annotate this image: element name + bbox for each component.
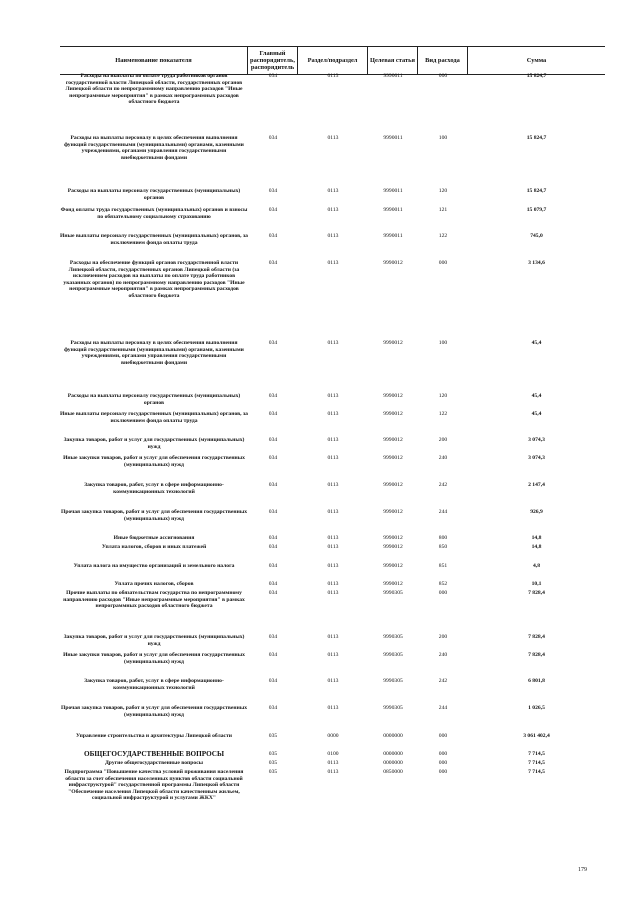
row-section: 0113	[327, 188, 339, 194]
row-name: Закупка товаров, работ, услуг в сфере информационно-коммуникационных технологий	[84, 482, 224, 495]
row-section: 0113	[327, 760, 339, 766]
row-name: Уплата налогов, сборов и иных платежей	[101, 544, 207, 550]
row-target: 9990012	[383, 455, 403, 461]
row-name: Расходы на выплаты персоналу в целях обеспечения выполнения функций государственными (муниципальными) органами, казенными учреждениями, органами управления государственными внебюджетными фондами	[64, 135, 244, 161]
row-target: 9990012	[383, 411, 403, 417]
row-section: 0113	[327, 260, 339, 266]
row-admin: 035	[268, 733, 278, 739]
row-name: Уплата налога на имущество организаций и земельного налога	[73, 563, 235, 569]
row-expense: 244	[438, 705, 448, 711]
row-admin: 034	[268, 634, 278, 640]
row-expense: 800	[438, 535, 448, 541]
row-section: 0000	[327, 733, 339, 739]
row-sum: 7 828,4	[528, 652, 545, 658]
row-admin: 035	[268, 751, 278, 757]
row-section: 0113	[327, 678, 339, 684]
row-sum: 7 828,4	[528, 590, 545, 596]
row-target: 9990012	[383, 509, 403, 515]
row-name: Иные закупки товаров, работ и услуг для обеспечения государственных (муниципальных) нужд	[63, 455, 245, 468]
row-admin: 034	[268, 535, 278, 541]
row-target: 9990305	[383, 678, 403, 684]
row-target: 9990011	[383, 207, 403, 213]
row-admin: 034	[268, 678, 278, 684]
row-section: 0113	[327, 590, 339, 596]
row-sum: 3 074,3	[528, 437, 545, 443]
row-section: 0113	[327, 705, 339, 711]
row-section: 0113	[327, 411, 339, 417]
budget-table	[60, 46, 605, 866]
row-sum: 3 074,3	[528, 455, 545, 461]
row-admin: 034	[268, 411, 278, 417]
row-admin: 034	[268, 482, 278, 488]
header-admin: Главный распорядитель, распорядитель	[248, 47, 298, 74]
row-sum: 45,4	[531, 340, 542, 346]
row-section: 0113	[327, 535, 339, 541]
page-number: 179	[578, 867, 587, 873]
row-section: 0113	[327, 652, 339, 658]
row-name: Прочая закупка товаров, работ и услуг для обеспечения государственных (муниципальных) нужд	[60, 705, 248, 718]
row-expense: 244	[438, 509, 448, 515]
row-admin: 034	[268, 260, 278, 266]
row-name: Иные закупки товаров, работ и услуг для обеспечения государственных (муниципальных) нужд	[63, 652, 245, 665]
row-section: 0113	[327, 207, 339, 213]
row-name: Расходы на выплаты персоналу в целях обеспечения выполнения функций государственными (муниципальными) органами, казенными учреждениями, органами управления государственными внебюджетными фондами	[64, 340, 244, 366]
header-section: Раздел/подраздел	[298, 47, 368, 74]
row-sum: 14,8	[531, 535, 542, 541]
row-section: 0113	[327, 73, 339, 79]
row-section: 0113	[327, 769, 339, 775]
row-target: 9990012	[383, 437, 403, 443]
row-target: 9990012	[383, 544, 403, 550]
row-sum: 1 026,5	[528, 705, 545, 711]
row-sum: 14,8	[531, 544, 542, 550]
row-admin: 034	[268, 652, 278, 658]
row-sum: 6 801,8	[528, 678, 545, 684]
row-admin: 034	[268, 233, 278, 239]
row-admin: 034	[268, 455, 278, 461]
row-expense: 000	[438, 73, 448, 79]
row-section: 0100	[327, 751, 339, 757]
row-expense: 121	[438, 207, 448, 213]
row-section: 0113	[327, 340, 339, 346]
row-expense: 120	[438, 188, 448, 194]
row-admin: 034	[268, 393, 278, 399]
row-admin: 034	[268, 509, 278, 515]
row-expense: 100	[438, 135, 448, 141]
row-sum: 7 714,5	[528, 751, 545, 757]
row-sum: 7 828,4	[528, 634, 545, 640]
row-expense: 120	[438, 393, 448, 399]
row-sum: 745,0	[530, 233, 543, 239]
row-admin: 034	[268, 544, 278, 550]
row-name: Закупка товаров, работ и услуг для государственных (муниципальных) нужд	[63, 634, 245, 647]
row-admin: 034	[268, 340, 278, 346]
header-sum: Сумма	[526, 57, 547, 64]
row-expense: 000	[438, 733, 448, 739]
row-expense: 242	[438, 482, 448, 488]
row-sum: 15 824,7	[526, 135, 547, 141]
row-sum: 3 134,6	[528, 260, 545, 266]
row-name: Расходы на выплаты персоналу государственных (муниципальных) органов	[67, 188, 241, 201]
row-admin: 034	[268, 188, 278, 194]
header-target: Целевая статья	[368, 47, 418, 74]
row-name: Прочая закупка товаров, работ и услуг для обеспечения государственных (муниципальных) нужд	[60, 509, 248, 522]
row-target: 9990012	[383, 581, 403, 587]
row-expense: 122	[438, 233, 448, 239]
row-target: 9990305	[383, 652, 403, 658]
row-sum: 15 824,7	[526, 188, 547, 194]
row-sum: 45,4	[531, 393, 542, 399]
row-sum: 45,4	[531, 411, 542, 417]
row-section: 0113	[327, 544, 339, 550]
row-expense: 242	[438, 678, 448, 684]
row-target: 9990011	[383, 135, 403, 141]
row-target: 9990305	[383, 634, 403, 640]
row-sum: 926,9	[530, 509, 543, 515]
row-section: 0113	[327, 393, 339, 399]
row-admin: 034	[268, 581, 278, 587]
row-name: Закупка товаров, работ и услуг для государственных (муниципальных) нужд	[63, 437, 245, 450]
row-sum: 4,8	[533, 563, 540, 569]
row-expense: 000	[438, 260, 448, 266]
row-target: 0000000	[383, 751, 403, 757]
row-name: Расходы на выплаты персоналу государственных (муниципальных) органов	[67, 393, 241, 406]
row-name: Расходы на обеспечение функций органов государственной власти Липецкой области, государственных органов Липецкой области (за исключением расходов на выплаты по оплате труда работников указанных органов) по непрограммному направлению расходов "Иные непрограммные мероприятия" в рамках непрограммных расходов областного бюджета	[63, 260, 245, 299]
row-admin: 034	[268, 590, 278, 596]
row-section: 0113	[327, 509, 339, 515]
row-name: Расходы на выплаты по оплате труда работников органов государственной власти Липецкой области, государственных органов Липецкой области по непрограммному направлению расходов "Иные непрограммные мероприятия" в рамках непрограммных расходов областного бюджета	[65, 73, 243, 106]
row-name: Закупка товаров, работ, услуг в сфере информационно-коммуникационных технологий	[84, 678, 224, 691]
row-sum: 10,1	[531, 581, 542, 587]
row-expense: 240	[438, 455, 448, 461]
row-target: 9990012	[383, 535, 403, 541]
row-section: 0113	[327, 233, 339, 239]
row-name: ОБЩЕГОСУДАРСТВЕННЫЕ ВОПРОСЫ	[83, 750, 224, 758]
header-name: Наименование показателя	[60, 47, 248, 74]
row-name: Иные бюджетные ассигнования	[113, 535, 195, 541]
row-expense: 850	[438, 544, 448, 550]
row-admin: 035	[268, 769, 278, 775]
row-name: Управление строительства и архитектуры Липецкой области	[76, 733, 232, 739]
row-target: 0000000	[383, 760, 403, 766]
row-section: 0113	[327, 581, 339, 587]
row-admin: 034	[268, 705, 278, 711]
row-target: 9990011	[383, 233, 403, 239]
row-target: 0850000	[383, 769, 403, 775]
row-admin: 034	[268, 73, 278, 79]
row-name: Подпрограмма "Повышение качества условий проживания населения области за счет обеспечения населенных пунктов области социальной инфраструктурой" государственной программы Липецкой области "Обеспечение населения Липецкой области качественным жильем, социальной инфраструктурой и услугами ЖКХ"	[64, 769, 244, 802]
row-target: 9990012	[383, 260, 403, 266]
row-section: 0113	[327, 563, 339, 569]
row-admin: 034	[268, 563, 278, 569]
row-expense: 852	[438, 581, 448, 587]
row-admin: 034	[268, 437, 278, 443]
row-expense: 240	[438, 652, 448, 658]
row-target: 0000000	[383, 733, 403, 739]
row-section: 0113	[327, 482, 339, 488]
row-target: 9990011	[383, 188, 403, 194]
header-expense: Вид расхода	[418, 47, 468, 74]
row-expense: 200	[438, 634, 448, 640]
row-expense: 200	[438, 437, 448, 443]
row-target: 9990012	[383, 340, 403, 346]
row-section: 0113	[327, 135, 339, 141]
row-expense: 100	[438, 340, 448, 346]
row-name: Иные выплаты персоналу государственных (муниципальных) органов, за исключением фонда оплаты труда	[60, 233, 248, 246]
row-expense: 122	[438, 411, 448, 417]
row-expense: 000	[438, 590, 448, 596]
row-name: Уплата прочих налогов, сборов	[114, 581, 194, 587]
row-sum: 3 061 402,4	[523, 733, 550, 739]
row-name: Прочие выплаты по обязательствам государства по непрограммному направлению расходов "Иные непрограммные мероприятия" в рамках непрограммных расходов областного бюджета	[63, 590, 245, 610]
row-sum: 15 079,7	[526, 207, 547, 213]
table-header	[60, 46, 605, 75]
row-name: Фонд оплаты труда государственных (муниципальных) органов и взносы по обязательному социальному страхованию	[60, 207, 248, 220]
row-section: 0113	[327, 437, 339, 443]
row-target: 9990012	[383, 563, 403, 569]
row-expense: 851	[438, 563, 448, 569]
row-target: 9990012	[383, 393, 403, 399]
row-admin: 034	[268, 207, 278, 213]
row-target: 9990012	[383, 482, 403, 488]
row-section: 0113	[327, 455, 339, 461]
row-name: Другие общегосударственные вопросы	[104, 760, 204, 766]
row-sum: 15 824,7	[526, 73, 547, 79]
row-target: 9990011	[383, 73, 403, 79]
row-admin: 034	[268, 135, 278, 141]
row-expense: 000	[438, 751, 448, 757]
row-target: 9990305	[383, 705, 403, 711]
row-expense: 000	[438, 760, 448, 766]
row-name: Иные выплаты персоналу государственных (муниципальных) органов, за исключением фонда оплаты труда	[60, 411, 248, 424]
row-section: 0113	[327, 634, 339, 640]
row-sum: 7 714,5	[528, 760, 545, 766]
row-sum: 7 714,5	[528, 769, 545, 775]
row-target: 9990305	[383, 590, 403, 596]
row-sum: 2 147,4	[528, 482, 545, 488]
row-admin: 035	[268, 760, 278, 766]
row-expense: 000	[438, 769, 448, 775]
